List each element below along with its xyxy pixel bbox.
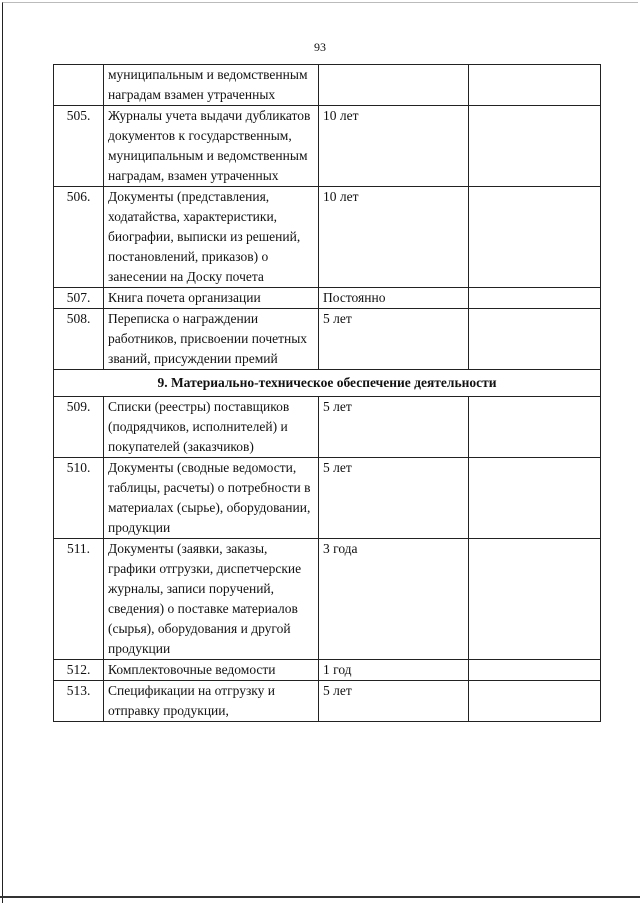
record-title: Комплектовочные ведомости (104, 660, 319, 681)
record-title: Списки (реестры) поставщиков (подрядчиков, исполнителей) и покупателей (заказчиков) (104, 397, 319, 458)
record-note (469, 397, 601, 458)
table-row (54, 106, 601, 187)
retention-term: Постоянно (319, 288, 469, 309)
record-title: Документы (сводные ведомости, таблицы, расчеты) о потребности в материалах (сырье), оборудовании, продукции (104, 458, 319, 539)
table-row (54, 65, 601, 106)
table-row (54, 539, 601, 660)
retention-term: 1 год (319, 660, 469, 681)
table-row (54, 397, 601, 458)
record-title: Переписка о награждении работников, присвоении почетных званий, присуждении премий (104, 309, 319, 370)
record-title: Журналы учета выдачи дубликатов документов к государственным, муниципальным и ведомственным наградам, взамен утраченных (104, 106, 319, 187)
record-number (54, 65, 104, 106)
record-number: 512. (54, 660, 104, 681)
retention-term: 10 лет (319, 106, 469, 187)
retention-term: 5 лет (319, 397, 469, 458)
record-title: Спецификации на отгрузку и отправку продукции, (104, 681, 319, 722)
table-row (54, 681, 601, 722)
record-note (469, 106, 601, 187)
page-number: 93 (314, 40, 326, 54)
record-number: 510. (54, 458, 104, 539)
table-row (54, 288, 601, 309)
record-number: 511. (54, 539, 104, 660)
record-title: Книга почета организации (104, 288, 319, 309)
record-note (469, 660, 601, 681)
section-title: 9. Материально-техническое обеспечение деятельности (54, 370, 601, 397)
record-title: муниципальным и ведомственным наградам взамен утраченных (104, 65, 319, 106)
retention-term: 3 года (319, 539, 469, 660)
record-number: 513. (54, 681, 104, 722)
bottom-edge-line (0, 896, 640, 898)
table-body-bottom (54, 397, 601, 722)
retention-term: 5 лет (319, 681, 469, 722)
retention-term: 5 лет (319, 458, 469, 539)
table-row (54, 660, 601, 681)
table-row (54, 458, 601, 539)
record-note (469, 458, 601, 539)
retention-term: 5 лет (319, 309, 469, 370)
record-number: 505. (54, 106, 104, 187)
retention-term (319, 65, 469, 106)
record-note (469, 681, 601, 722)
table-row (54, 187, 601, 288)
record-number: 509. (54, 397, 104, 458)
table-row (54, 309, 601, 370)
record-note (469, 539, 601, 660)
section-header (54, 370, 601, 397)
record-note (469, 187, 601, 288)
records-table (53, 64, 601, 722)
record-note (469, 288, 601, 309)
retention-term: 10 лет (319, 187, 469, 288)
table-body-top (54, 65, 601, 370)
record-number: 507. (54, 288, 104, 309)
record-note (469, 65, 601, 106)
record-number: 508. (54, 309, 104, 370)
section-row (54, 370, 601, 397)
record-title: Документы (заявки, заказы, графики отгрузки, диспетчерские журналы, записи поручений, сведения) о поставке материалов (сырья), оборудования и другой продукции (104, 539, 319, 660)
record-note (469, 309, 601, 370)
record-number: 506. (54, 187, 104, 288)
record-title: Документы (представления, ходатайства, характеристики, биографии, выписки из решений, постановлений, приказов) о занесении на Доску почета (104, 187, 319, 288)
